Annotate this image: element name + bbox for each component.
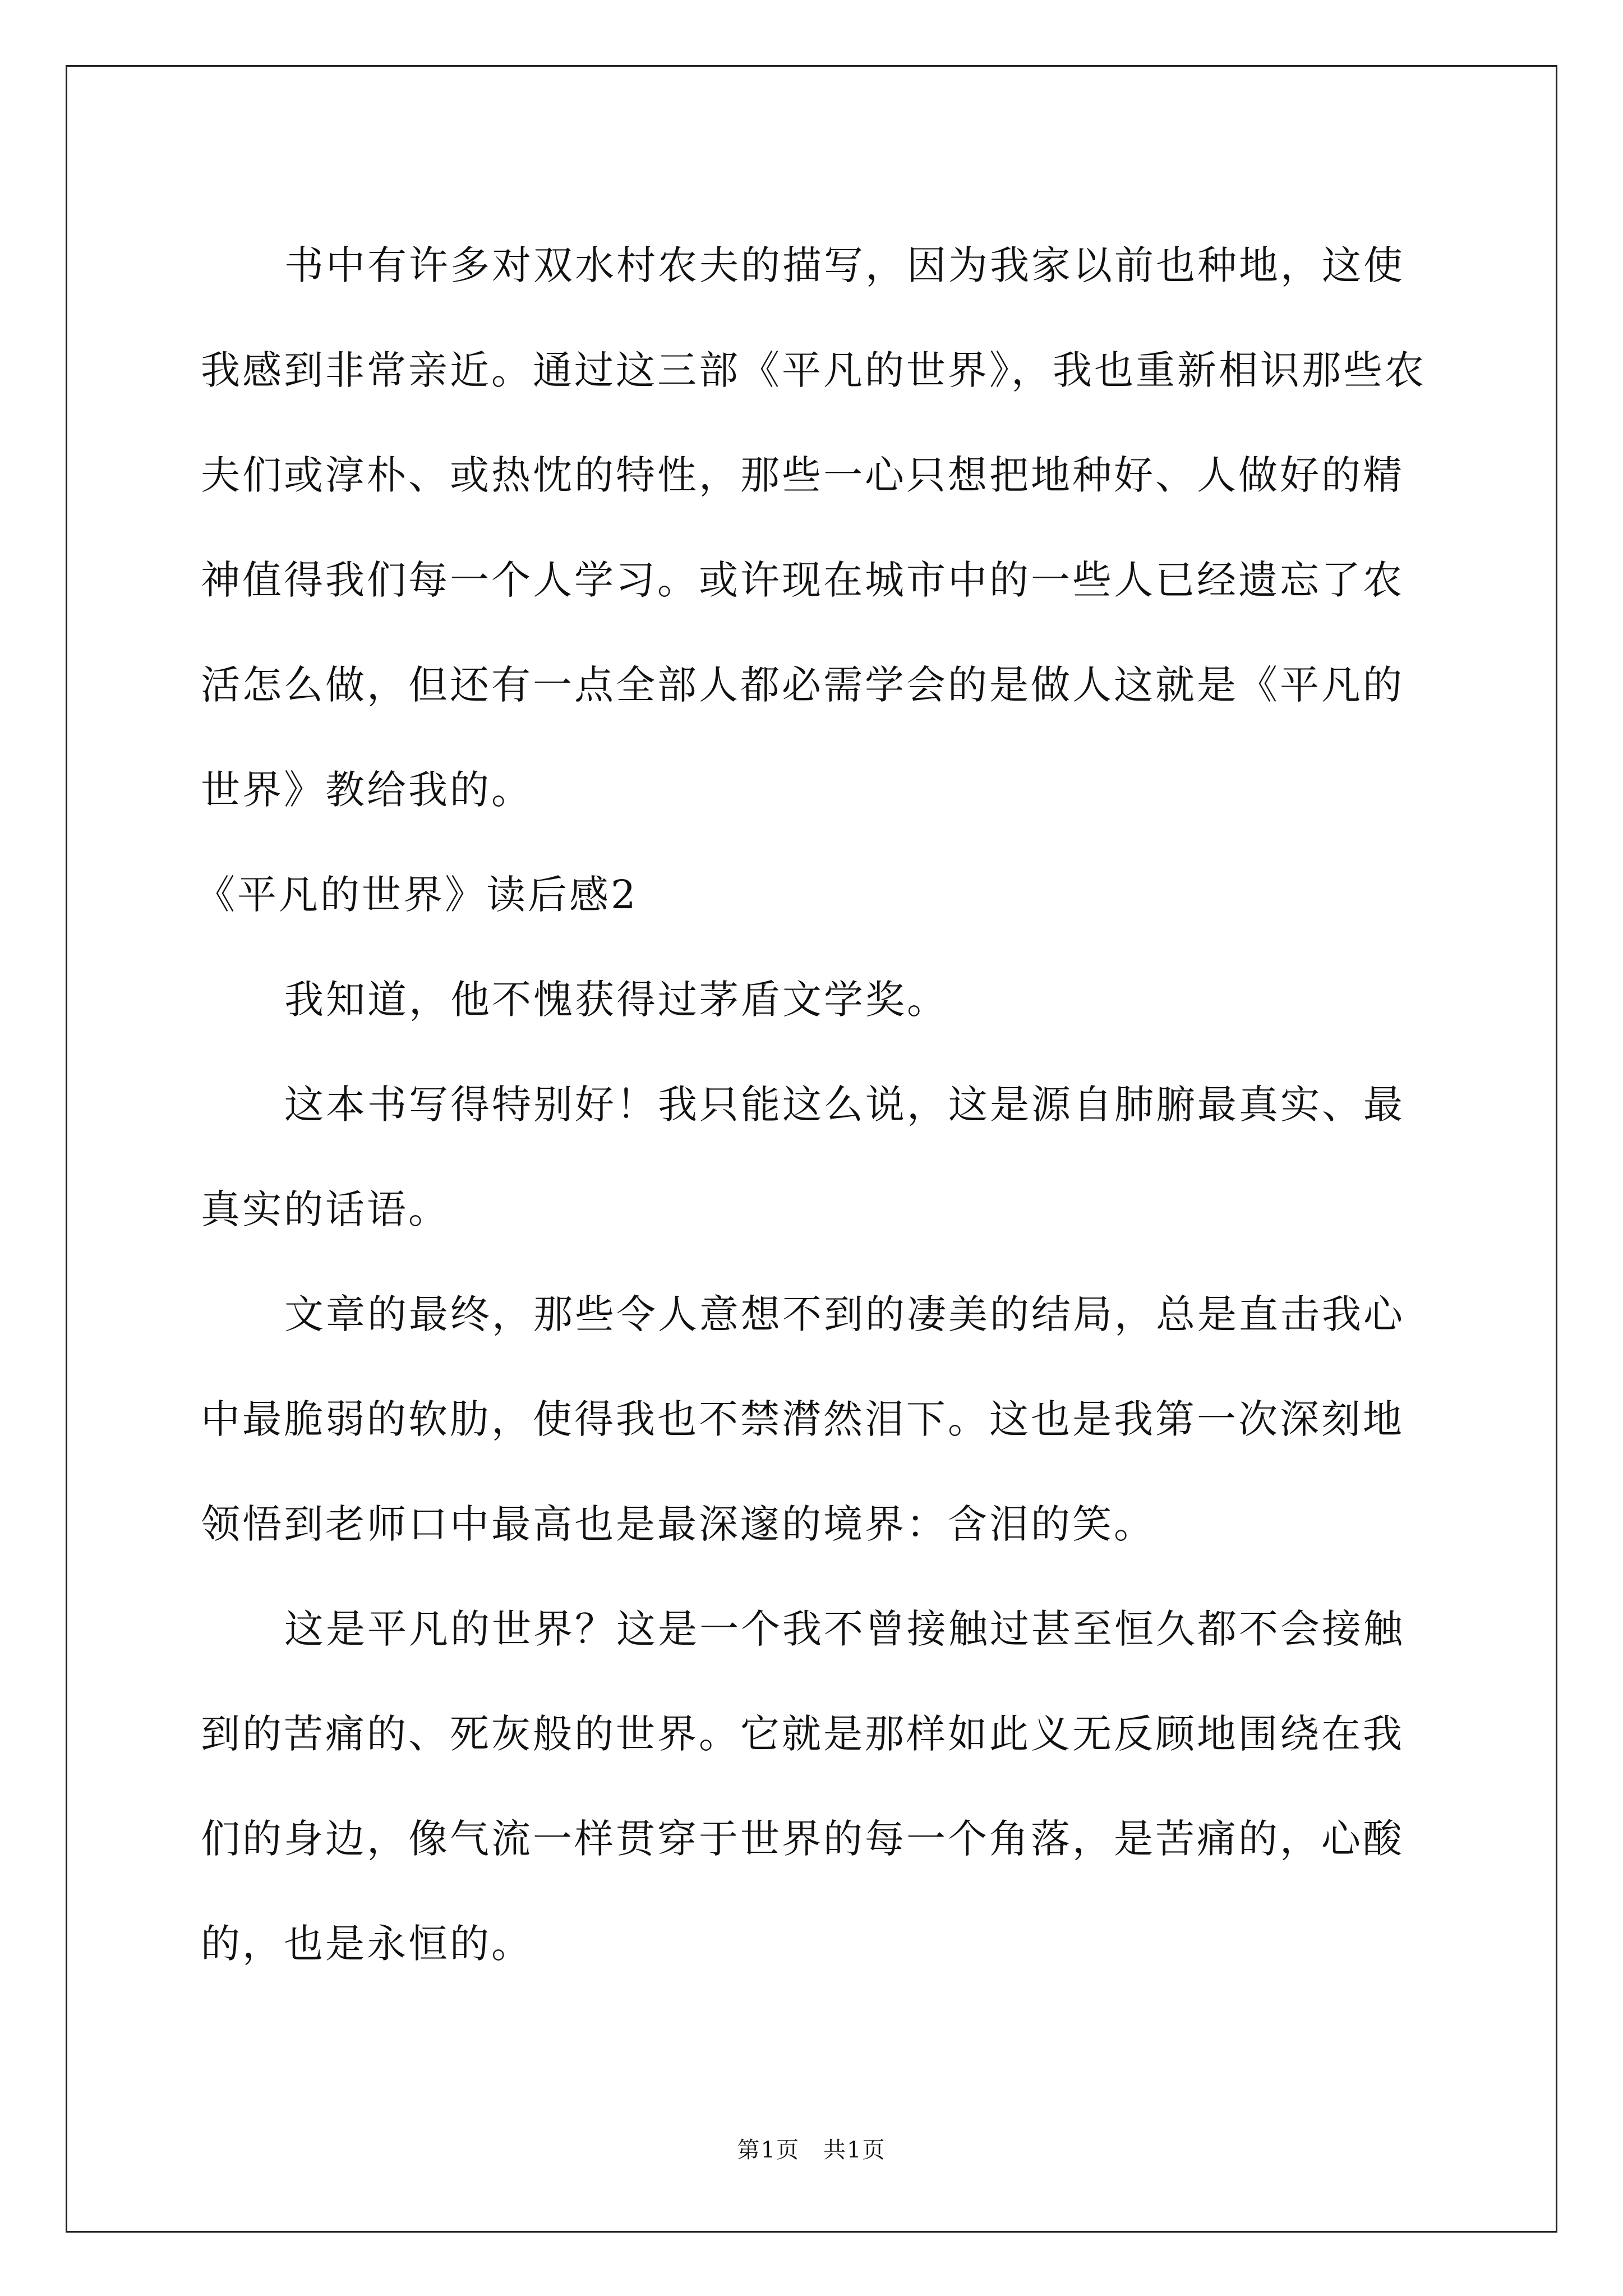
paragraph: 这本书写得特别好！我只能这么说，这是源自肺腑最真实、最真实的话语。 <box>201 1082 1405 1232</box>
paragraph: 文章的最终，那些令人意想不到的凄美的结局，总是直击我心中最脆弱的软肋，使得我也不禁潸然泪下。这也是我第一次深刻地领悟到老师口中最高也是最深邃的境界：含泪的笑。 <box>201 1291 1405 1547</box>
page-footer: 第1页 共1页 <box>737 2137 886 2163</box>
paragraph: 书中有许多对双水村农夫的描写，因为我家以前也种地，这使我感到非常亲近。通过这三部《平凡的世界》，我也重新相识那些农夫们或淳朴、或热忱的特性，那些一心只想把地种好、人做好的精神值得我们每一个人学习。或许现在城市中的一些人已经遗忘了农活怎么做，但还有一点全部人都必需学会的是做人这就是《平凡的世界》教给我的。 <box>201 242 1426 813</box>
section-heading: 《平凡的世界》读后感2 <box>196 872 638 918</box>
paragraph: 我知道，他不愧获得过茅盾文学奖。 <box>284 977 948 1023</box>
paragraph: 这是平凡的世界？这是一个我不曾接触过甚至恒久都不会接触到的苦痛的、死灰般的世界。它就是那样如此义无反顾地围绕在我们的身边，像气流一样贯穿于世界的每一个角落，是苦痛的，心酸的，也是永恒的。 <box>201 1606 1405 1967</box>
document-body <box>196 213 1435 1996</box>
